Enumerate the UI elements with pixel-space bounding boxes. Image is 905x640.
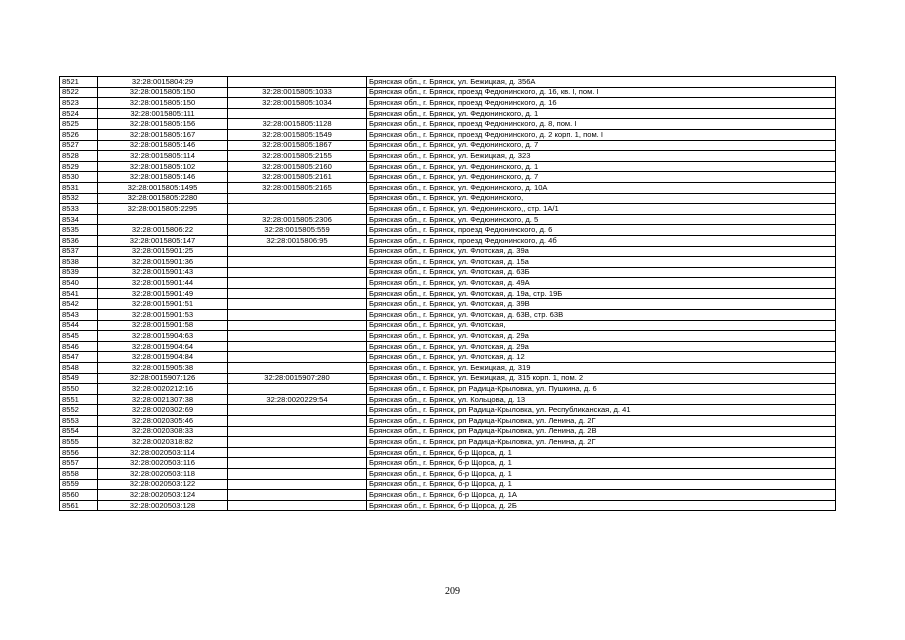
row-number-cell: 8549 — [60, 373, 98, 384]
row-number-cell: 8560 — [60, 490, 98, 501]
table-row — [60, 129, 836, 140]
related-cadastral-number-cell — [228, 193, 367, 204]
table-row — [60, 416, 836, 427]
table-row — [60, 373, 836, 384]
address-cell: Брянская обл., г. Брянск, ул. Флотская, д. 19а, стр. 19Б — [367, 288, 836, 299]
cadastral-number-cell: 32:28:0020503:118 — [98, 468, 228, 479]
address-cell: Брянская обл., г. Брянск, ул. Флотская, д. 29а — [367, 341, 836, 352]
cadastral-number-cell: 32:28:0015907:126 — [98, 373, 228, 384]
related-cadastral-number-cell — [228, 246, 367, 257]
cadastral-number-cell: 32:28:0015901:25 — [98, 246, 228, 257]
row-number-cell: 8531 — [60, 182, 98, 193]
cadastral-number-cell: 32:28:0015904:63 — [98, 331, 228, 342]
row-number-cell: 8530 — [60, 172, 98, 183]
address-cell: Брянская обл., г. Брянск, рп Радица-Крыловка, ул. Ленина, д. 2Г — [367, 416, 836, 427]
table-row — [60, 500, 836, 511]
address-cell: Брянская обл., г. Брянск, б-р Щорса, д. 2Б — [367, 500, 836, 511]
cadastral-number-cell: 32:28:0015901:58 — [98, 320, 228, 331]
related-cadastral-number-cell: 32:28:0015805:559 — [228, 225, 367, 236]
related-cadastral-number-cell — [228, 77, 367, 88]
row-number-cell: 8547 — [60, 352, 98, 363]
cadastral-number-cell: 32:28:0015901:43 — [98, 267, 228, 278]
table-row — [60, 288, 836, 299]
table-row — [60, 352, 836, 363]
table-row — [60, 394, 836, 405]
cadastral-number-cell: 32:28:0015805:102 — [98, 161, 228, 172]
table-row — [60, 246, 836, 257]
related-cadastral-number-cell — [228, 278, 367, 289]
row-number-cell: 8534 — [60, 214, 98, 225]
related-cadastral-number-cell — [228, 447, 367, 458]
cadastral-number-cell: 32:28:0015901:51 — [98, 299, 228, 310]
table-row — [60, 447, 836, 458]
address-cell: Брянская обл., г. Брянск, ул. Бежицкая, д. 323 — [367, 151, 836, 162]
table-row — [60, 214, 836, 225]
address-cell: Брянская обл., г. Брянск, рп Радица-Крыловка, ул. Ленина, д. 2Г — [367, 437, 836, 448]
related-cadastral-number-cell — [228, 500, 367, 511]
cadastral-number-cell: 32:28:0015901:36 — [98, 257, 228, 268]
address-cell: Брянская обл., г. Брянск, ул. Бежицкая, д. 315 корп. 1, пом. 2 — [367, 373, 836, 384]
address-cell: Брянская обл., г. Брянск, ул. Бежицкая, д. 319 — [367, 363, 836, 374]
related-cadastral-number-cell: 32:28:0015805:2165 — [228, 182, 367, 193]
address-cell: Брянская обл., г. Брянск, б-р Щорса, д. 1 — [367, 468, 836, 479]
cadastral-number-cell: 32:28:0015901:44 — [98, 278, 228, 289]
address-cell: Брянская обл., г. Брянск, ул. Флотская, д. 49А — [367, 278, 836, 289]
table-row — [60, 161, 836, 172]
related-cadastral-number-cell — [228, 204, 367, 215]
related-cadastral-number-cell: 32:28:0015805:2155 — [228, 151, 367, 162]
related-cadastral-number-cell — [228, 468, 367, 479]
row-number-cell: 8548 — [60, 363, 98, 374]
row-number-cell: 8551 — [60, 394, 98, 405]
related-cadastral-number-cell — [228, 108, 367, 119]
cadastral-number-cell: 32:28:0015901:49 — [98, 288, 228, 299]
cadastral-number-cell: 32:28:0015904:84 — [98, 352, 228, 363]
cadastral-number-cell: 32:28:0015805:2295 — [98, 204, 228, 215]
address-cell: Брянская обл., г. Брянск, проезд Федюнинского, д. 16, кв. I, пом. I — [367, 87, 836, 98]
related-cadastral-number-cell: 32:28:0015805:2161 — [228, 172, 367, 183]
row-number-cell: 8555 — [60, 437, 98, 448]
related-cadastral-number-cell — [228, 416, 367, 427]
table-row — [60, 278, 836, 289]
cadastral-number-cell: 32:28:0015805:147 — [98, 235, 228, 246]
address-cell: Брянская обл., г. Брянск, ул. Флотская, д. 63Б — [367, 267, 836, 278]
address-cell: Брянская обл., г. Брянск, б-р Щорса, д. 1 — [367, 447, 836, 458]
related-cadastral-number-cell: 32:28:0015805:1867 — [228, 140, 367, 151]
table-row — [60, 182, 836, 193]
address-cell: Брянская обл., г. Брянск, ул. Кольцова, д. 13 — [367, 394, 836, 405]
address-cell: Брянская обл., г. Брянск, ул. Флотская, д. 39а — [367, 246, 836, 257]
cadastral-number-cell: 32:28:0020503:114 — [98, 447, 228, 458]
address-cell: Брянская обл., г. Брянск, ул. Федюнинского, д. 5 — [367, 214, 836, 225]
address-cell: Брянская обл., г. Брянск, проезд Федюнинского, д. 4б — [367, 235, 836, 246]
row-number-cell: 8536 — [60, 235, 98, 246]
table-row — [60, 193, 836, 204]
cadastral-number-cell: 32:28:0015805:111 — [98, 108, 228, 119]
address-cell: Брянская обл., г. Брянск, ул. Бежицкая, д. 356А — [367, 77, 836, 88]
table-row — [60, 204, 836, 215]
related-cadastral-number-cell — [228, 320, 367, 331]
row-number-cell: 8527 — [60, 140, 98, 151]
row-number-cell: 8540 — [60, 278, 98, 289]
table-row — [60, 490, 836, 501]
cadastral-number-cell: 32:28:0020318:82 — [98, 437, 228, 448]
related-cadastral-number-cell: 32:28:0015805:1128 — [228, 119, 367, 130]
related-cadastral-number-cell — [228, 490, 367, 501]
address-cell: Брянская обл., г. Брянск, ул. Флотская, д. 15а — [367, 257, 836, 268]
address-cell: Брянская обл., г. Брянск, ул. Флотская, д. 12 — [367, 352, 836, 363]
related-cadastral-number-cell: 32:28:0015805:2160 — [228, 161, 367, 172]
address-cell: Брянская обл., г. Брянск, проезд Федюнинского, д. 6 — [367, 225, 836, 236]
cadastral-number-cell: 32:28:0020305:46 — [98, 416, 228, 427]
row-number-cell: 8532 — [60, 193, 98, 204]
row-number-cell: 8521 — [60, 77, 98, 88]
related-cadastral-number-cell — [228, 257, 367, 268]
cadastral-number-cell: 32:28:0015805:1495 — [98, 182, 228, 193]
address-cell: Брянская обл., г. Брянск, ул. Флотская, д. 39В — [367, 299, 836, 310]
property-register-table — [59, 76, 836, 511]
table-row — [60, 108, 836, 119]
row-number-cell: 8559 — [60, 479, 98, 490]
cadastral-number-cell: 32:28:0015805:150 — [98, 98, 228, 109]
related-cadastral-number-cell — [228, 363, 367, 374]
related-cadastral-number-cell — [228, 299, 367, 310]
row-number-cell: 8539 — [60, 267, 98, 278]
table-row — [60, 437, 836, 448]
table-row — [60, 151, 836, 162]
row-number-cell: 8542 — [60, 299, 98, 310]
table-row — [60, 384, 836, 395]
table-row — [60, 310, 836, 321]
related-cadastral-number-cell: 32:28:0015805:2306 — [228, 214, 367, 225]
cadastral-number-cell: 32:28:0015804:29 — [98, 77, 228, 88]
cadastral-number-cell — [98, 214, 228, 225]
related-cadastral-number-cell — [228, 288, 367, 299]
address-cell: Брянская обл., г. Брянск, ул. Федюнинского, д. 7 — [367, 172, 836, 183]
page-number: 209 — [445, 586, 460, 597]
cadastral-number-cell: 32:28:0015806:22 — [98, 225, 228, 236]
address-cell: Брянская обл., г. Брянск, ул. Федюнинского,, стр. 1А/1 — [367, 204, 836, 215]
related-cadastral-number-cell: 32:28:0015805:1033 — [228, 87, 367, 98]
cadastral-number-cell: 32:28:0021307:38 — [98, 394, 228, 405]
row-number-cell: 8528 — [60, 151, 98, 162]
address-cell: Брянская обл., г. Брянск, проезд Федюнинского, д. 16 — [367, 98, 836, 109]
address-cell: Брянская обл., г. Брянск, ул. Флотская, д. 29а — [367, 331, 836, 342]
address-cell: Брянская обл., г. Брянск, проезд Федюнинского, д. 8, пом. I — [367, 119, 836, 130]
row-number-cell: 8538 — [60, 257, 98, 268]
cadastral-number-cell: 32:28:0015904:64 — [98, 341, 228, 352]
row-number-cell: 8525 — [60, 119, 98, 130]
table-row — [60, 320, 836, 331]
row-number-cell: 8554 — [60, 426, 98, 437]
related-cadastral-number-cell: 32:28:0015907:280 — [228, 373, 367, 384]
cadastral-number-cell: 32:28:0015805:167 — [98, 129, 228, 140]
row-number-cell: 8537 — [60, 246, 98, 257]
table-row — [60, 299, 836, 310]
row-number-cell: 8535 — [60, 225, 98, 236]
table-row — [60, 119, 836, 130]
address-cell: Брянская обл., г. Брянск, рп Радица-Крыловка, ул. Ленина, д. 2В — [367, 426, 836, 437]
cadastral-number-cell: 32:28:0020503:122 — [98, 479, 228, 490]
document-page — [59, 76, 836, 511]
row-number-cell: 8522 — [60, 87, 98, 98]
table-row — [60, 98, 836, 109]
related-cadastral-number-cell — [228, 310, 367, 321]
table-row — [60, 87, 836, 98]
cadastral-number-cell: 32:28:0015901:53 — [98, 310, 228, 321]
table-row — [60, 341, 836, 352]
table-row — [60, 267, 836, 278]
table-row — [60, 426, 836, 437]
row-number-cell: 8561 — [60, 500, 98, 511]
related-cadastral-number-cell — [228, 384, 367, 395]
table-row — [60, 235, 836, 246]
address-cell: Брянская обл., г. Брянск, ул. Флотская, д. 63В, стр. 63В — [367, 310, 836, 321]
address-cell: Брянская обл., г. Брянск, проезд Федюнинского, д. 2 корп. 1, пом. I — [367, 129, 836, 140]
cadastral-number-cell: 32:28:0020503:116 — [98, 458, 228, 469]
row-number-cell: 8544 — [60, 320, 98, 331]
row-number-cell: 8526 — [60, 129, 98, 140]
row-number-cell: 8556 — [60, 447, 98, 458]
cadastral-number-cell: 32:28:0015805:150 — [98, 87, 228, 98]
row-number-cell: 8524 — [60, 108, 98, 119]
related-cadastral-number-cell: 32:28:0015806:95 — [228, 235, 367, 246]
cadastral-number-cell: 32:28:0015805:156 — [98, 119, 228, 130]
address-cell: Брянская обл., г. Брянск, ул. Федюнинского, д. 1 — [367, 161, 836, 172]
row-number-cell: 8529 — [60, 161, 98, 172]
address-cell: Брянская обл., г. Брянск, ул. Федюнинского, д. 1 — [367, 108, 836, 119]
address-cell: Брянская обл., г. Брянск, ул. Федюнинского, д. 7 — [367, 140, 836, 151]
table-row — [60, 479, 836, 490]
row-number-cell: 8545 — [60, 331, 98, 342]
address-cell: Брянская обл., г. Брянск, рп Радица-Крыловка, ул. Пушкина, д. 6 — [367, 384, 836, 395]
cadastral-number-cell: 32:28:0015805:114 — [98, 151, 228, 162]
table-row — [60, 468, 836, 479]
table-row — [60, 140, 836, 151]
cadastral-number-cell: 32:28:0015805:146 — [98, 140, 228, 151]
related-cadastral-number-cell — [228, 341, 367, 352]
table-body — [60, 77, 836, 511]
address-cell: Брянская обл., г. Брянск, ул. Федюнинского, д. 10А — [367, 182, 836, 193]
table-row — [60, 225, 836, 236]
table-row — [60, 363, 836, 374]
cadastral-number-cell: 32:28:0020302:69 — [98, 405, 228, 416]
related-cadastral-number-cell: 32:28:0020229:54 — [228, 394, 367, 405]
cadastral-number-cell: 32:28:0020212:16 — [98, 384, 228, 395]
row-number-cell: 8557 — [60, 458, 98, 469]
related-cadastral-number-cell — [228, 405, 367, 416]
table-row — [60, 458, 836, 469]
address-cell: Брянская обл., г. Брянск, б-р Щорса, д. 1 — [367, 479, 836, 490]
address-cell: Брянская обл., г. Брянск, ул. Федюнинского, — [367, 193, 836, 204]
table-row — [60, 172, 836, 183]
related-cadastral-number-cell — [228, 479, 367, 490]
related-cadastral-number-cell — [228, 458, 367, 469]
row-number-cell: 8523 — [60, 98, 98, 109]
address-cell: Брянская обл., г. Брянск, рп Радица-Крыловка, ул. Республиканская, д. 41 — [367, 405, 836, 416]
related-cadastral-number-cell — [228, 426, 367, 437]
table-row — [60, 331, 836, 342]
row-number-cell: 8543 — [60, 310, 98, 321]
related-cadastral-number-cell — [228, 437, 367, 448]
row-number-cell: 8550 — [60, 384, 98, 395]
table-row — [60, 405, 836, 416]
address-cell: Брянская обл., г. Брянск, б-р Щорса, д. 1 — [367, 458, 836, 469]
related-cadastral-number-cell — [228, 352, 367, 363]
cadastral-number-cell: 32:28:0020503:124 — [98, 490, 228, 501]
row-number-cell: 8553 — [60, 416, 98, 427]
row-number-cell: 8558 — [60, 468, 98, 479]
address-cell: Брянская обл., г. Брянск, б-р Щорса, д. 1А — [367, 490, 836, 501]
cadastral-number-cell: 32:28:0015805:146 — [98, 172, 228, 183]
cadastral-number-cell: 32:28:0015905:38 — [98, 363, 228, 374]
related-cadastral-number-cell: 32:28:0015805:1549 — [228, 129, 367, 140]
row-number-cell: 8552 — [60, 405, 98, 416]
row-number-cell: 8533 — [60, 204, 98, 215]
row-number-cell: 8546 — [60, 341, 98, 352]
row-number-cell: 8541 — [60, 288, 98, 299]
address-cell: Брянская обл., г. Брянск, ул. Флотская, — [367, 320, 836, 331]
related-cadastral-number-cell — [228, 331, 367, 342]
related-cadastral-number-cell — [228, 267, 367, 278]
related-cadastral-number-cell: 32:28:0015805:1034 — [228, 98, 367, 109]
cadastral-number-cell: 32:28:0015805:2280 — [98, 193, 228, 204]
cadastral-number-cell: 32:28:0020308:33 — [98, 426, 228, 437]
cadastral-number-cell: 32:28:0020503:128 — [98, 500, 228, 511]
table-row — [60, 257, 836, 268]
table-row — [60, 77, 836, 88]
